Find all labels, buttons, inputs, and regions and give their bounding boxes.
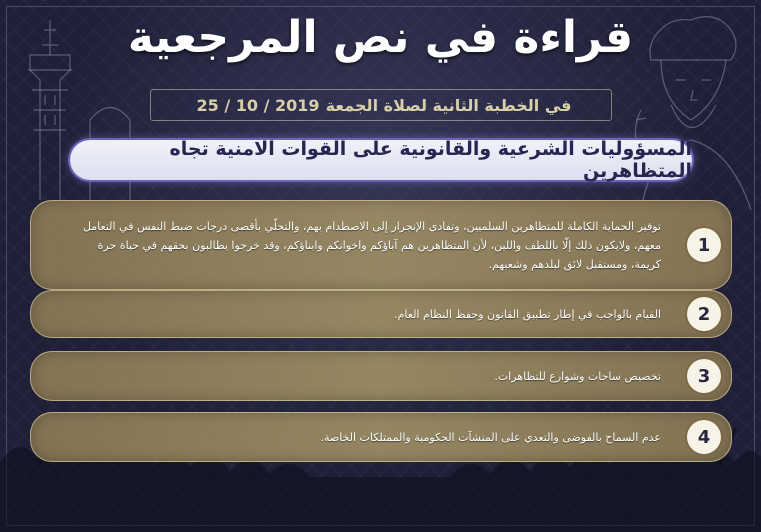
item-number-badge: 4 [687,420,721,454]
item-number-badge: 1 [687,228,721,262]
item-text: تخصيص ساحات وشوارع للتظاهرات. [494,369,661,383]
page-title: قراءة في نص المرجعية [127,12,634,63]
item-text: عدم السماح بالفوضى والتعدي على المنشآت الحكومية والممتلكات الخاصة. [320,430,661,444]
item-text: توفير الحماية الكاملة للمتظاهرين السلميين، وتفادي الإنجرار إلى الاصطدام بهم، والتحلّي بأقصى درجات ضبط النفس في التعامل معهم، ولايكون ذلك إلّا باللطف واللين، لأن المتظاهرين هم آباؤكم واخوانكم وابناؤكم، وقد خرجوا يطالبون بحقهم في حياة حرة كريمة، ومستقبل لائق لبلدهم وشعبهم. [82,219,661,271]
list-item-3 [30,351,732,401]
list-item-2 [30,290,732,338]
subtitle-text: في الخطبة الثانية لصلاة الجمعة [325,95,572,115]
subtitle-date: 25 / 10 / 2019 [196,95,320,115]
item-number-badge: 3 [687,359,721,393]
item-number-badge: 2 [687,297,721,331]
item-text: القيام بالواجب في إطار تطبيق القانون وحفظ النظام العام. [394,307,661,321]
section-heading: المسؤوليات الشرعية والقانونية على القوات الامنية تجاه المتظاهرين [70,140,692,180]
subtitle-bar [150,89,612,121]
list-item-4 [30,412,732,462]
list-item-1 [30,200,732,290]
